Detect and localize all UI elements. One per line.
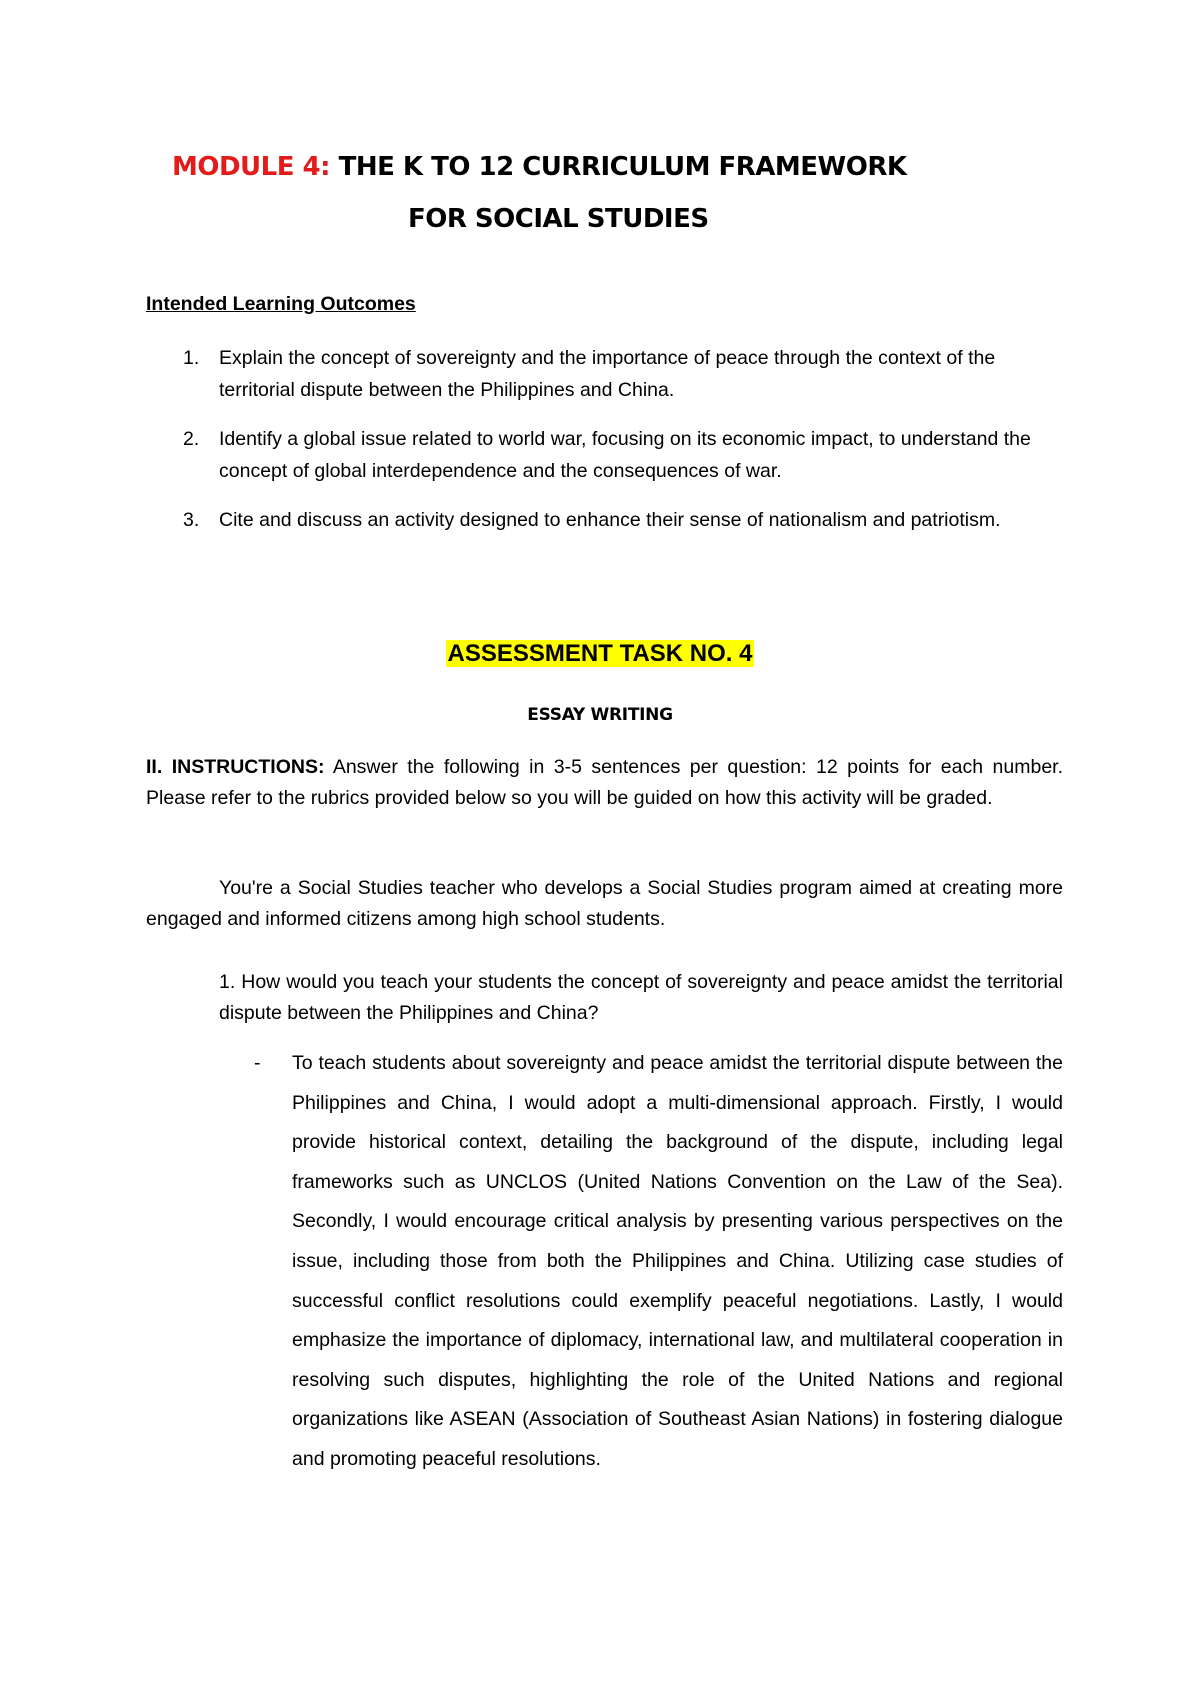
instructions-label: II. INSTRUCTIONS: — [146, 756, 325, 778]
assessment-heading-text: ASSESSMENT TASK NO. 4 — [447, 640, 753, 667]
outcomes-list — [146, 342, 1066, 553]
essay-heading: ESSAY WRITING — [527, 705, 673, 725]
outcomes-heading: Intended Learning Outcomes — [146, 293, 416, 315]
outcome-number: 2. — [183, 428, 200, 450]
outcome-number: 3. — [183, 509, 200, 531]
module-title — [172, 152, 907, 182]
scenario-paragraph: You're a Social Studies teacher who develops a Social Studies program aimed at creating more engaged and informed citizens among high school students. — [146, 877, 1063, 930]
outcome-text: Cite and discuss an activity designed to enhance their sense of nationalism and patriotism. — [219, 509, 1001, 531]
module-title-line2: FOR SOCIAL STUDIES — [408, 204, 709, 234]
outcome-text: Identify a global issue related to world war, focusing on its economic impact, to understand the concept of global interdependence and the consequences of war. — [219, 428, 1031, 482]
outcome-item — [146, 342, 1066, 406]
outcome-number: 1. — [183, 347, 200, 369]
outcome-item — [146, 504, 1066, 536]
outcome-item — [146, 423, 1066, 487]
assessment-heading — [0, 640, 1200, 668]
answer-bullet-dash: - — [254, 1052, 261, 1074]
outcome-text: Explain the concept of sovereignty and the importance of peace through the context of the territorial dispute between the Philippines and China. — [219, 347, 996, 401]
question-1: 1. How would you teach your students the concept of sovereignty and peace amidst the territorial dispute between the Philippines and China? — [219, 971, 1063, 1024]
answer-1: To teach students about sovereignty and peace amidst the territorial dispute between the Philippines and China, I would adopt a multi-dimensional approach. Firstly, I would provide historical context, detailing the background of the dispute, including legal frameworks such as UNCLOS (United Nations Convention on the Law of the Sea). Secondly, I would encourage critical analysis by presenting various perspectives on the issue, including those from both the Philippines and China. Utilizing case studies of successful conflict resolutions could exemplify peaceful negotiations. Lastly, I would emphasize the importance of diplomacy, international law, and multilateral cooperation in resolving such disputes, highlighting the role of the United Nations and regional organizations like ASEAN (Association of Southeast Asian Nations) in fostering dialogue and promoting peaceful resolutions. — [292, 1052, 1063, 1470]
module-title-text: THE K TO 12 CURRICULUM FRAMEWORK — [330, 152, 907, 182]
instructions-text: Answer the following in 3-5 sentences per question: 12 points for each number. Please refer to the rubrics provided below so you will be guided on how this activity will be graded. — [146, 756, 1063, 809]
module-label: MODULE 4: — [172, 152, 331, 182]
instructions-paragraph — [146, 752, 1063, 814]
